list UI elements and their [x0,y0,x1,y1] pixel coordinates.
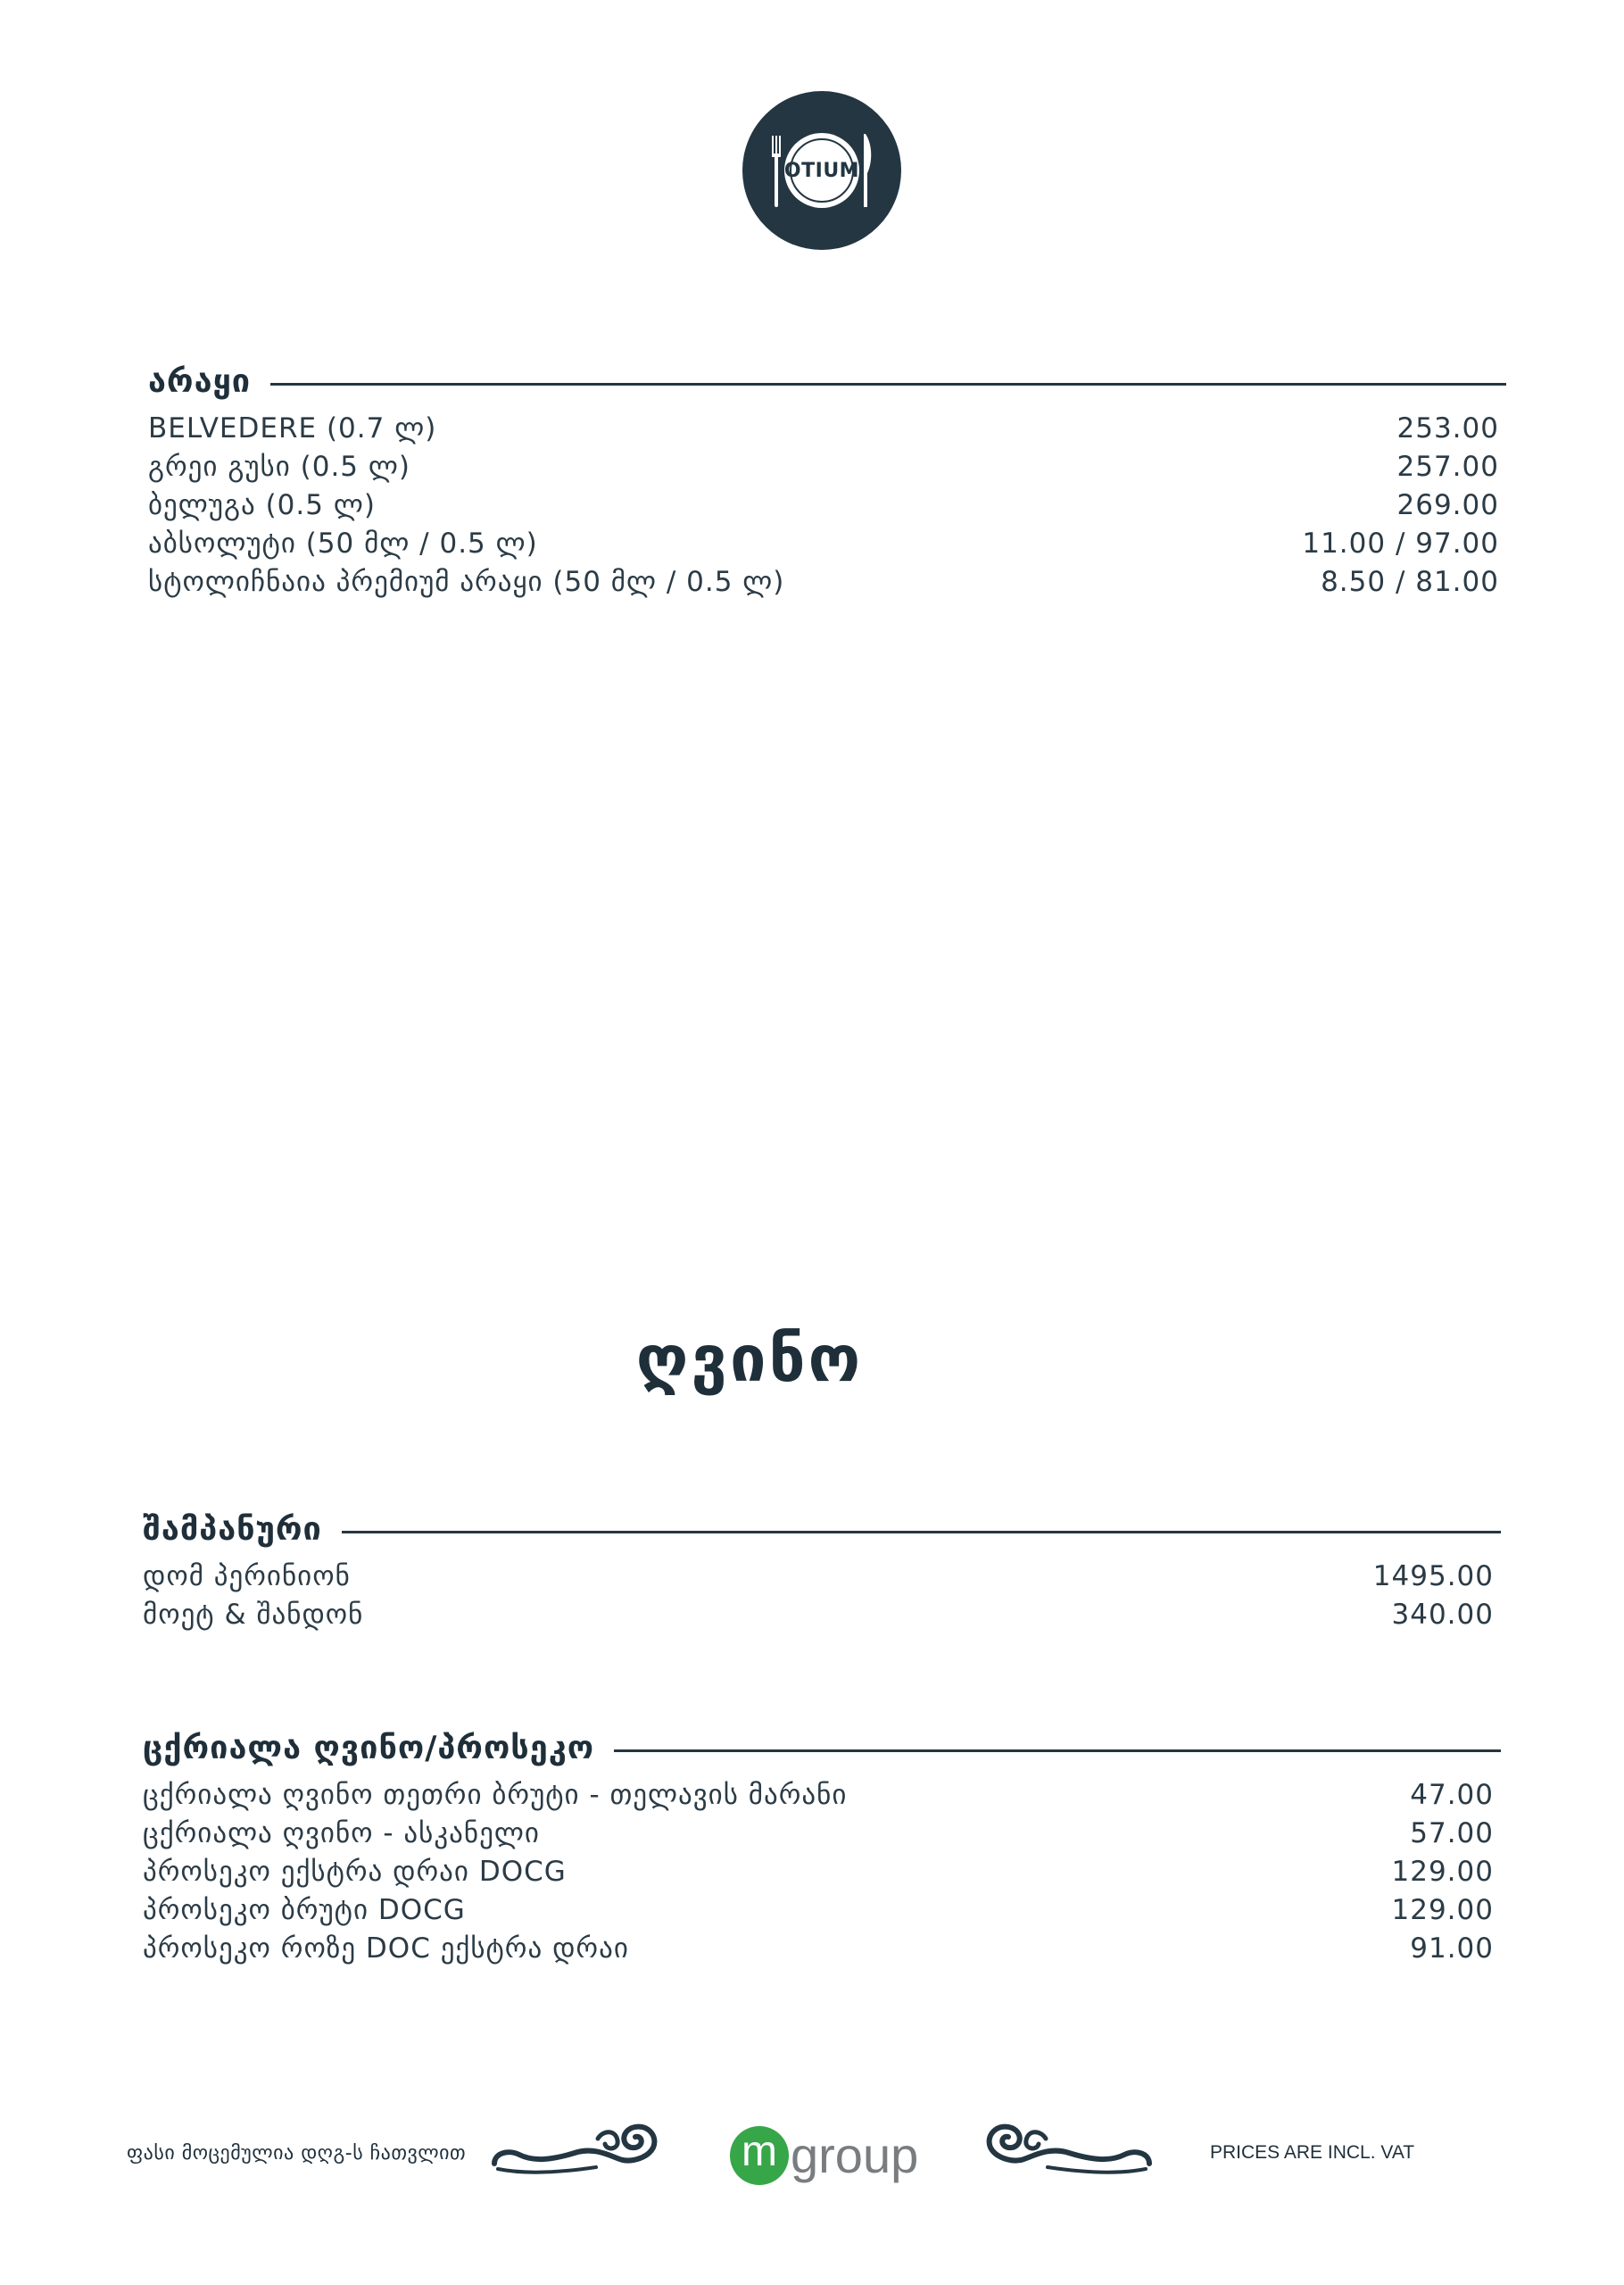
menu-item [143,1929,1501,1967]
section-divider [270,383,1506,386]
footer-vat-note-en: PRICES ARE INCL. VAT [1210,2142,1415,2163]
item-name: მოეტ & შანდონ [143,1598,364,1631]
item-price: 253.00 [1396,411,1499,445]
menu-item [143,1852,1501,1890]
item-name: ცქრიალა ღვინო - ასკანელი [143,1816,540,1849]
otium-logo [742,91,901,250]
item-price: 8.50 / 81.00 [1321,565,1499,598]
item-name: ბელუგა (0.5 ლ) [148,488,376,521]
wine-heading: ღვინო [635,1321,864,1396]
item-price: 340.00 [1391,1598,1494,1631]
scroll-ornament-icon [976,2117,1155,2181]
item-list [148,409,1506,601]
menu-item [148,524,1506,562]
item-price: 57.00 [1410,1816,1494,1849]
logo-text: OTIUM [783,159,860,182]
section-title: არაყი [148,362,252,400]
menu-item [148,562,1506,601]
mgroup-logo [730,2124,918,2187]
menu-item [143,1595,1501,1633]
item-name: დომ პერინიონ [143,1559,351,1592]
section-title: შამპანური [143,1510,322,1548]
scroll-ornament-icon [489,2117,667,2181]
mgroup-wordmark: group [791,2127,919,2183]
item-name: პროსეკო ბრუტი DOCG [143,1893,466,1926]
section-sparkling [143,1727,1501,1967]
menu-item [148,486,1506,524]
section-vodka [148,361,1506,601]
section-header [143,1727,1501,1768]
item-price: 129.00 [1391,1893,1494,1926]
mgroup-m-badge: m [730,2126,789,2185]
item-name: ცქრიალა ღვინო თეთრი ბრუტი - თელავის მარანი [143,1778,848,1811]
menu-item [143,1890,1501,1929]
section-header [143,1508,1501,1550]
footer-vat-note-ka: ფასი მოცემულია დღგ-ს ჩათვლით [127,2142,467,2165]
item-list [143,1775,1501,1967]
item-price: 1495.00 [1372,1559,1494,1592]
section-champagne [143,1508,1501,1633]
section-divider [342,1531,1501,1533]
item-price: 129.00 [1391,1855,1494,1888]
item-price: 47.00 [1410,1778,1494,1811]
item-price: 269.00 [1396,488,1499,521]
menu-item [143,1557,1501,1595]
menu-item [143,1814,1501,1852]
item-price: 11.00 / 97.00 [1302,527,1499,560]
item-name: სტოლიჩნაია პრემიუმ არაყი (50 მლ / 0.5 ლ) [148,565,785,598]
item-price: 91.00 [1410,1932,1494,1965]
item-list [143,1557,1501,1633]
item-price: 257.00 [1396,450,1499,483]
section-title: ცქრიალა ღვინო/პროსეკო [143,1729,595,1766]
menu-item [148,447,1506,486]
item-name: BELVEDERE (0.7 ლ) [148,411,437,445]
menu-item [148,409,1506,447]
menu-item [143,1775,1501,1814]
item-name: პროსეკო როზე DOC ექსტრა დრაი [143,1932,629,1965]
item-name: პროსეკო ექსტრა დრაი DOCG [143,1855,567,1888]
section-divider [614,1749,1501,1752]
section-header [148,361,1506,402]
item-name: აბსოლუტი (50 მლ / 0.5 ლ) [148,527,538,560]
item-name: გრეი გუსი (0.5 ლ) [148,450,410,483]
